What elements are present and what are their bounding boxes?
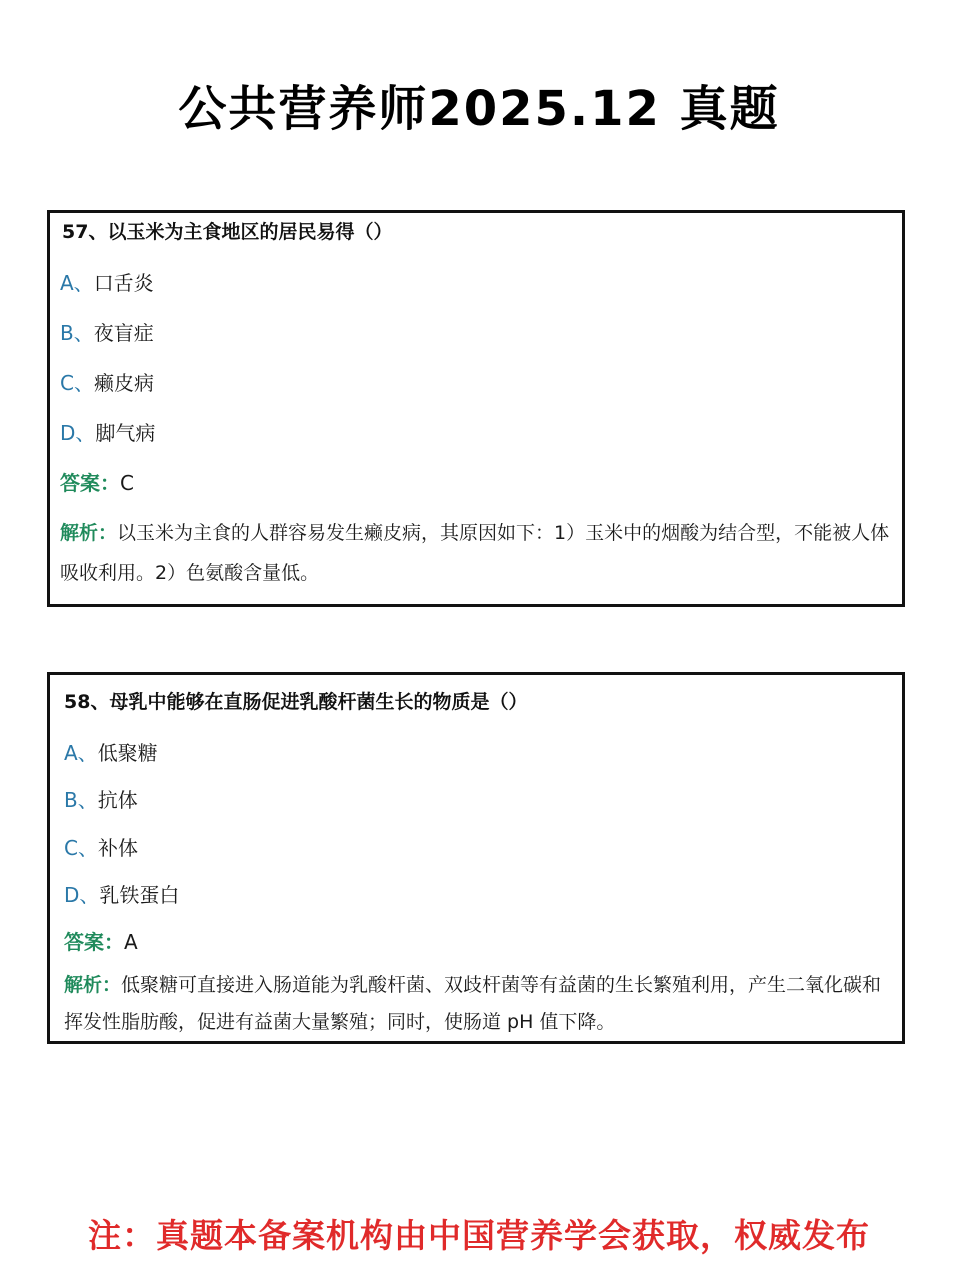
- option-text: 脚气病: [95, 421, 156, 445]
- option-text: 低聚糖: [97, 741, 158, 765]
- answer-line: [60, 467, 134, 496]
- answer-value: C: [120, 471, 134, 495]
- option-letter: A、: [64, 741, 98, 765]
- option-text: 夜盲症: [93, 321, 154, 345]
- option-letter: D、: [60, 421, 96, 445]
- answer-line: [64, 926, 138, 955]
- option-text: 补体: [97, 836, 138, 860]
- option-d: [60, 417, 155, 446]
- answer-label: 答案：: [60, 471, 120, 495]
- option-letter: C、: [60, 371, 94, 395]
- question-text: 58、母乳中能够在直肠促进乳酸杆菌生长的物质是（）: [64, 691, 528, 713]
- explanation-label: 解析：: [60, 522, 118, 544]
- explanation-text: 以玉米为主食的人群容易发生癞皮病，其原因如下：1）玉米中的烟酸为结合型，不能被人体吸收利用。2）色氨酸含量低。: [60, 522, 890, 584]
- answer-label: 答案：: [64, 930, 124, 954]
- option-d: [64, 879, 179, 908]
- option-letter: A、: [60, 271, 94, 295]
- option-text: 抗体: [97, 788, 138, 812]
- option-c: [64, 832, 138, 861]
- option-a: [60, 267, 154, 296]
- page-title: 公共营养师2025.12 真题: [178, 81, 780, 137]
- option-letter: B、: [64, 788, 98, 812]
- option-text: 乳铁蛋白: [99, 883, 180, 907]
- explanation-label: 解析：: [64, 974, 122, 996]
- explanation-text: 低聚糖可直接进入肠道能为乳酸杆菌、双歧杆菌等有益菌的生长繁殖利用，产生二氧化碳和挥发性脂肪酸，促进有益菌大量繁殖；同时，使肠道 pH 值下降。: [64, 974, 882, 1033]
- explanation: [60, 513, 900, 593]
- option-text: 口舌炎: [93, 271, 154, 295]
- option-letter: D、: [64, 883, 100, 907]
- footnote: 注：真题本备案机构由中国营养学会获取，权威发布: [88, 1216, 870, 1255]
- option-b: [64, 784, 138, 813]
- option-text: 癞皮病: [93, 371, 154, 395]
- question-card-57: [47, 210, 905, 607]
- answer-value: A: [124, 930, 138, 954]
- option-c: [60, 367, 154, 396]
- option-a: [64, 737, 158, 766]
- option-letter: B、: [60, 321, 94, 345]
- explanation: [64, 967, 889, 1041]
- option-letter: C、: [64, 836, 98, 860]
- question-text: 57、以玉米为主食地区的居民易得（）: [62, 221, 393, 243]
- question-card-58: [47, 672, 905, 1044]
- option-b: [60, 317, 154, 346]
